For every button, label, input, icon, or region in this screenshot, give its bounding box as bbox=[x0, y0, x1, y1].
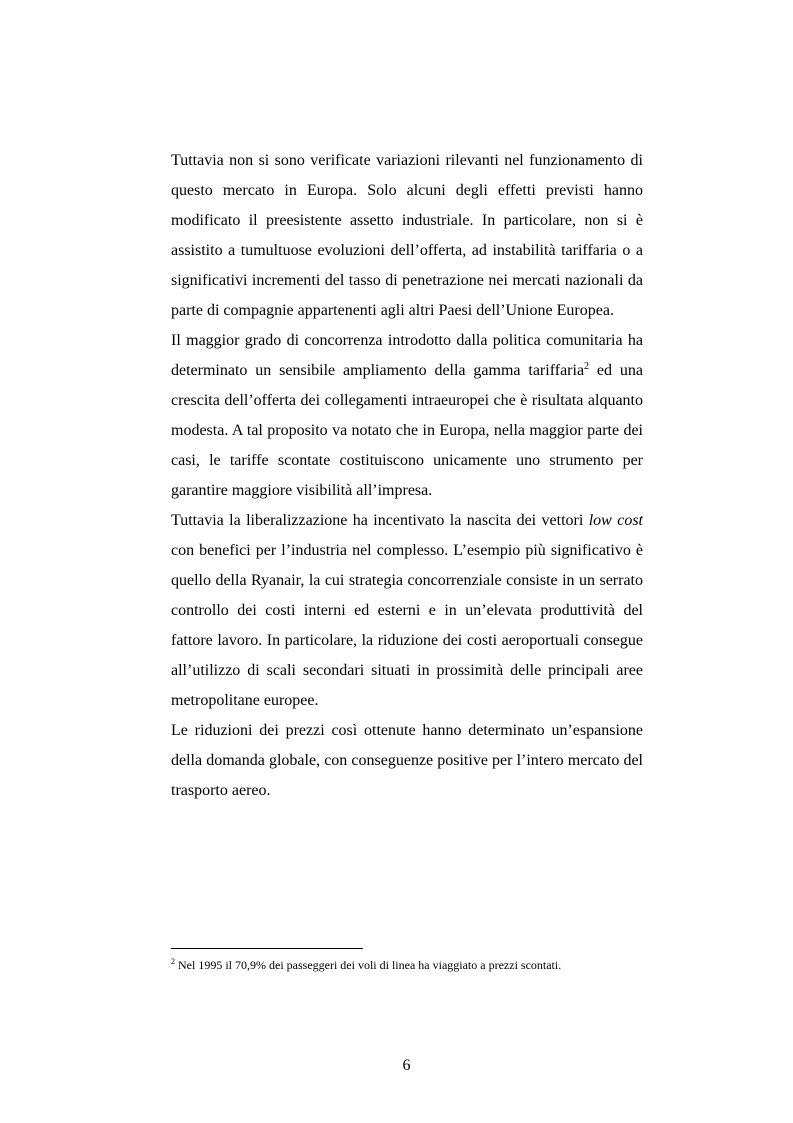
paragraph-1-text: Tuttavia non si sono verificate variazioni rilevanti nel funzionamento di questo mercato in Europa. Solo alcuni degli effetti previsti hanno modificato il preesistente assetto industriale. In particolare, non si è assistito a tumultuose evoluzioni dell’offerta, ad instabilità tariffaria o a significativi incrementi del tasso di penetrazione nei mercati nazionali da parte di compagnie appartenenti agli altri Paesi dell’Unione Europea. bbox=[171, 152, 643, 319]
paragraph-2-text-start: Il maggior grado di concorrenza introdotto dalla politica comunitaria ha determinato un sensibile ampliamento della gamma tariffaria bbox=[171, 332, 643, 379]
paragraph-1 bbox=[171, 146, 643, 326]
paragraph-2-text-end: ed una crescita dell’offerta dei collegamenti intraeuropei che è risultata alquanto modesta. A tal proposito va notato che in Europa, nella maggior parte dei casi, le tariffe scontate costituiscono unicamente uno strumento per garantire maggiore visibilità all’impresa. bbox=[171, 362, 643, 499]
body-text bbox=[171, 146, 643, 806]
footnote-divider bbox=[171, 948, 363, 949]
footnote bbox=[171, 956, 643, 974]
paragraph-3 bbox=[171, 506, 643, 716]
footnote-text: Nel 1995 il 70,9% dei passeggeri dei voli di linea ha viaggiato a prezzi scontati. bbox=[175, 958, 562, 972]
page-number: 6 bbox=[402, 1057, 411, 1074]
paragraph-4 bbox=[171, 716, 643, 806]
paragraph-4-text: Le riduzioni dei prezzi così ottenute hanno determinato un’espansione della domanda globale, con conseguenze positive per l’intero mercato del trasporto aereo. bbox=[171, 722, 643, 799]
italic-term: low cost bbox=[588, 512, 644, 529]
footnote-marker: 2 bbox=[171, 957, 175, 966]
footnote-reference: 2 bbox=[584, 361, 590, 372]
paragraph-3-text-start: Tuttavia la liberalizzazione ha incentivato la nascita dei vettori bbox=[171, 512, 589, 529]
paragraph-3-text-end: con benefici per l’industria nel complesso. L’esempio più significativo è quello della Ryanair, la cui strategia concorrenziale consiste in un serrato controllo dei costi interni ed esterni e in un’elevata produttività del fattore lavoro. In particolare, la riduzione dei costi aeroportuali consegue all’utilizzo di scali secondari situati in prossimità delle principali aree metropolitane europee. bbox=[171, 542, 643, 709]
paragraph-2 bbox=[171, 326, 643, 506]
